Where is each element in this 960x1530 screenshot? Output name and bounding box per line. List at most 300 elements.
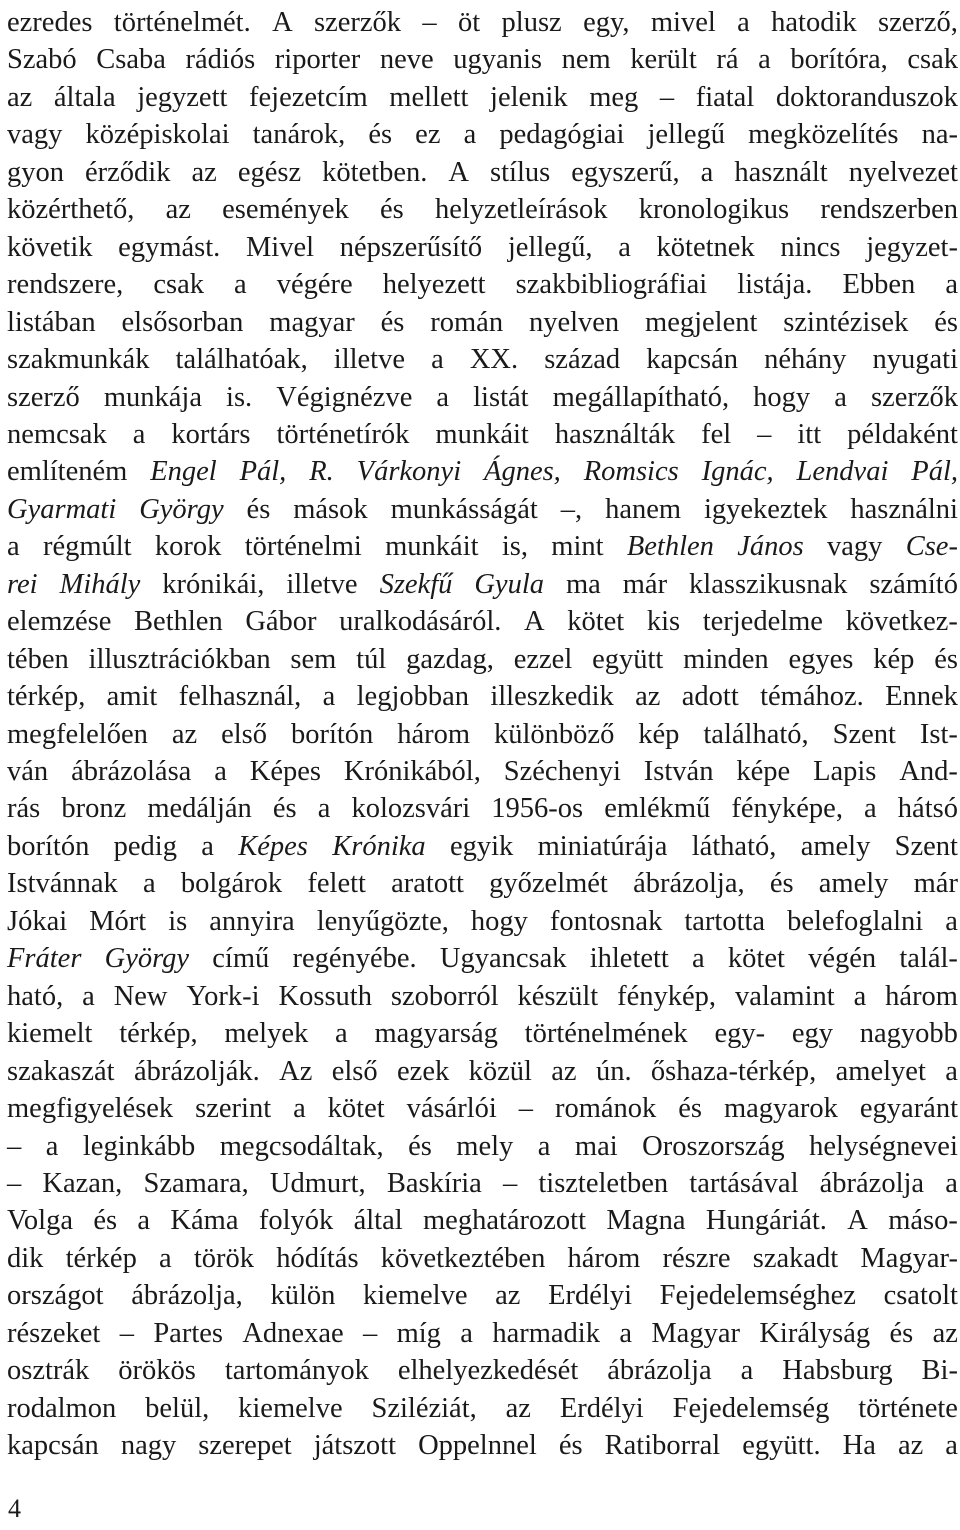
- word: ábrázolja,: [131, 1280, 243, 1311]
- word: a: [436, 382, 450, 413]
- italic-word: Pál,: [911, 456, 958, 487]
- word: a: [45, 1131, 59, 1162]
- word: illetve: [286, 569, 358, 600]
- word: hódítás: [276, 1243, 359, 1274]
- word: meg: [589, 82, 639, 113]
- word: megcsodáltak,: [219, 1131, 384, 1162]
- word: események: [222, 194, 349, 225]
- word: mellett: [389, 82, 469, 113]
- italic-word: Mihály: [59, 569, 141, 600]
- word: ez: [415, 119, 441, 150]
- text-line: [7, 680, 958, 714]
- word: Oppelnnel: [418, 1430, 537, 1461]
- text-line: [7, 643, 958, 677]
- word: munkáit: [435, 419, 529, 450]
- word: valamint: [734, 981, 835, 1012]
- word: Lapis: [813, 756, 877, 787]
- word: néhány: [764, 344, 847, 375]
- word: riporter: [274, 44, 361, 75]
- word: követik: [7, 232, 93, 263]
- word: neve: [379, 44, 434, 75]
- word: a: [293, 1093, 306, 1124]
- word: Partes: [153, 1318, 223, 1349]
- word: a: [335, 1018, 348, 1049]
- word: Krónikából,: [343, 756, 481, 787]
- text-line: [7, 1055, 958, 1089]
- word: megközelítés: [748, 119, 899, 150]
- word: ugyanis: [453, 44, 542, 75]
- word: munkáit: [385, 531, 479, 562]
- word: fel: [701, 419, 732, 450]
- word: a: [692, 943, 705, 974]
- word: hogy: [470, 906, 528, 937]
- text-line: [7, 605, 958, 639]
- word: szerző: [7, 382, 80, 413]
- word: részeket: [7, 1318, 101, 1349]
- word: belefoglalni: [787, 906, 924, 937]
- word: doktoranduszok: [775, 82, 958, 113]
- word: csatolt: [883, 1280, 958, 1311]
- word: az: [495, 1280, 521, 1311]
- word: kiemelt: [7, 1018, 93, 1049]
- italic-word: Ignác,: [701, 456, 774, 487]
- word: és: [678, 1093, 703, 1124]
- word: használt: [734, 157, 828, 188]
- word: ihletett: [589, 943, 669, 974]
- word: Ebben: [842, 269, 916, 300]
- word: három: [397, 719, 471, 750]
- word: közérthető,: [7, 194, 135, 225]
- italic-word: R.: [309, 456, 334, 487]
- italic-word: Pál,: [239, 456, 287, 487]
- word: kortárs: [171, 419, 251, 450]
- word: Magna: [606, 1205, 686, 1236]
- word: a: [945, 1056, 958, 1087]
- word: már: [913, 868, 958, 899]
- word: található,: [703, 719, 809, 750]
- word: –: [502, 1168, 518, 1199]
- word: –: [422, 7, 437, 38]
- word: szakmunkák: [7, 344, 150, 375]
- word: három: [567, 1243, 641, 1274]
- word: borítón: [7, 831, 90, 862]
- word: osztrák: [7, 1355, 90, 1386]
- word: Hungáriát.: [705, 1205, 827, 1236]
- word: fiatal: [695, 82, 755, 113]
- word: együtt: [592, 644, 664, 675]
- word: amelyet: [835, 1056, 926, 1087]
- word: nyugati: [872, 344, 958, 375]
- word: ván: [7, 756, 49, 787]
- word: szerint: [195, 1093, 272, 1124]
- word: kronologikus: [638, 194, 790, 225]
- word: a: [945, 906, 958, 937]
- word: a: [945, 269, 958, 300]
- word: nemcsak: [7, 419, 107, 450]
- word: példaként: [847, 419, 958, 450]
- text-line: [7, 568, 958, 602]
- word: század: [544, 344, 621, 375]
- word: krónikái,: [162, 569, 265, 600]
- word: egy-: [714, 1018, 766, 1049]
- word: az: [551, 1056, 577, 1087]
- word: a: [945, 1168, 958, 1199]
- word: is,: [501, 531, 528, 562]
- word: 1956-os: [491, 793, 584, 824]
- word: Gábor: [245, 606, 317, 637]
- italic-word: Lendvai: [796, 456, 889, 487]
- italic-word: Cse-: [905, 531, 958, 562]
- word: a: [7, 531, 20, 562]
- word: ezzel: [513, 644, 573, 675]
- word: fontosnak: [549, 906, 663, 937]
- word: egyaránt: [859, 1093, 958, 1124]
- word: története: [858, 1393, 958, 1424]
- text-line: [7, 1242, 958, 1276]
- word: Ennek: [885, 681, 958, 712]
- word: tanárok,: [252, 119, 346, 150]
- word: az: [635, 681, 661, 712]
- word: –: [659, 82, 675, 113]
- word: Ratiborral: [604, 1430, 721, 1461]
- word: a: [700, 157, 714, 188]
- word: végére: [276, 269, 353, 300]
- word: a: [463, 119, 477, 150]
- word: amely: [800, 831, 871, 862]
- word: Fejedelemség: [672, 1393, 830, 1424]
- text-line: [7, 867, 958, 901]
- word: vagy: [7, 119, 63, 150]
- text-line: [7, 493, 958, 527]
- italic-word: Ágnes,: [484, 456, 561, 487]
- word: általa: [53, 82, 116, 113]
- word: a: [737, 7, 750, 38]
- word: illeszkedik: [490, 681, 614, 712]
- text-line: [7, 455, 958, 489]
- word: terjedelme: [702, 606, 823, 637]
- word: egymást.: [118, 232, 221, 263]
- word: –,: [560, 494, 583, 525]
- word: Kazan,: [42, 1168, 123, 1199]
- word: az: [505, 1393, 531, 1424]
- italic-word: György: [139, 494, 224, 525]
- word: által: [353, 1205, 403, 1236]
- word: országot: [7, 1280, 104, 1311]
- word: talál-: [899, 943, 958, 974]
- word: –: [7, 1168, 22, 1199]
- italic-word: Fráter: [7, 943, 82, 974]
- word: harmadik: [492, 1318, 600, 1349]
- word: Fejedelemséghez: [659, 1280, 856, 1311]
- word: nincs: [780, 232, 841, 263]
- word: az: [932, 1318, 958, 1349]
- word: dik: [7, 1243, 44, 1274]
- word: csak: [153, 269, 204, 300]
- word: az: [165, 194, 191, 225]
- text-line: [7, 1130, 958, 1164]
- word: török: [193, 1243, 255, 1274]
- word: a: [834, 382, 847, 413]
- word: Erdélyi: [548, 1280, 632, 1311]
- word: fényképe,: [731, 793, 843, 824]
- text-line: [7, 718, 958, 752]
- word: –: [362, 1318, 378, 1349]
- word: történelmi: [244, 531, 362, 562]
- word: a: [322, 681, 336, 712]
- italic-word: János: [737, 531, 804, 562]
- word: mely: [456, 1131, 514, 1162]
- word: az: [897, 1430, 924, 1461]
- word: elhelyezkedését: [397, 1355, 579, 1386]
- word: találhatóak,: [175, 344, 308, 375]
- word: A: [448, 157, 470, 188]
- word: használni: [850, 494, 958, 525]
- word: rendszere,: [7, 269, 124, 300]
- word: uralkodásáról.: [339, 606, 502, 637]
- word: szerzők: [314, 7, 402, 38]
- word: Királyság: [759, 1318, 871, 1349]
- word: egyik: [449, 831, 514, 862]
- word: kiemelve: [363, 1280, 468, 1311]
- word: és: [246, 494, 271, 525]
- word: XX.: [469, 344, 519, 375]
- word: egyes: [788, 644, 854, 675]
- word: borítón: [290, 719, 374, 750]
- word: nagyobb: [859, 1018, 958, 1049]
- italic-word: Szekfű: [379, 569, 453, 600]
- word: a: [740, 1355, 754, 1386]
- word: ábrázolja: [607, 1355, 712, 1386]
- word: Udmurt,: [269, 1168, 366, 1199]
- text-line: [7, 755, 958, 789]
- word: Káma: [170, 1205, 239, 1236]
- text-line: [7, 1392, 958, 1426]
- word: Képes: [249, 756, 322, 787]
- word: térkép,: [119, 1018, 198, 1049]
- word: megállapítható,: [552, 382, 730, 413]
- word: ábrázolja,: [633, 868, 745, 899]
- word: mint: [551, 531, 604, 562]
- word: és: [368, 119, 393, 150]
- word: annyira: [209, 906, 295, 937]
- word: Ugyancsak: [439, 943, 567, 974]
- word: gyon: [7, 157, 64, 188]
- word: egy: [791, 1018, 833, 1049]
- word: elsősorban: [121, 307, 244, 338]
- word: lenyűgözte,: [316, 906, 449, 937]
- word: került: [630, 44, 697, 75]
- word: ma: [565, 569, 601, 600]
- word: a: [143, 868, 156, 899]
- word: ún.: [595, 1056, 632, 1087]
- word: medálján: [147, 793, 252, 824]
- word: végén: [808, 943, 877, 974]
- text-line: [7, 1092, 958, 1126]
- word: York-i: [186, 981, 260, 1012]
- word: A: [272, 7, 293, 38]
- word: melyek: [224, 1018, 309, 1049]
- word: örökös: [118, 1355, 196, 1386]
- text-line: [7, 268, 958, 302]
- page-number: 4: [8, 1494, 21, 1523]
- word: kolozsvári: [351, 793, 471, 824]
- word: szintézisek: [783, 307, 909, 338]
- word: nagy: [120, 1430, 177, 1461]
- word: Erdélyi: [559, 1393, 644, 1424]
- word: használták: [554, 419, 676, 450]
- word: szoborról: [390, 981, 499, 1012]
- word: Sziléziát,: [371, 1393, 477, 1424]
- word: adott: [681, 681, 739, 712]
- word: kötet: [567, 606, 625, 637]
- text-line: [7, 156, 958, 190]
- word: a: [214, 756, 227, 787]
- word: tiszteletben: [538, 1168, 669, 1199]
- text-line: [7, 1317, 958, 1351]
- text-line: [7, 381, 958, 415]
- word: megjelent: [645, 307, 758, 338]
- text-line: [7, 792, 958, 826]
- word: kép: [873, 644, 915, 675]
- word: őshaza-térkép,: [650, 1056, 817, 1087]
- italic-word: Romsics: [583, 456, 679, 487]
- word: munkája: [103, 382, 202, 413]
- word: Magyar-: [860, 1243, 958, 1274]
- text-line: [7, 43, 958, 77]
- text-line: [7, 530, 958, 564]
- text-line: [7, 118, 958, 152]
- word: szakadt: [752, 1243, 839, 1274]
- word: Habsburg: [782, 1355, 893, 1386]
- word: témához.: [760, 681, 864, 712]
- word: –: [757, 419, 772, 450]
- word: a: [619, 1318, 632, 1349]
- word: Magyar: [651, 1318, 740, 1349]
- word: ábrázolása: [71, 756, 192, 787]
- word: hatodik: [771, 7, 857, 38]
- word: a: [234, 269, 247, 300]
- word: első: [331, 1056, 378, 1087]
- italic-word: Engel: [150, 456, 217, 487]
- word: kapcsán: [646, 344, 739, 375]
- word: jellegű: [647, 119, 726, 150]
- word: az: [171, 719, 198, 750]
- word: sem: [290, 644, 337, 675]
- text-line: [7, 6, 958, 40]
- word: túl: [356, 644, 387, 675]
- word: kötet: [327, 1093, 385, 1124]
- word: felhasznál,: [178, 681, 302, 712]
- word: A: [524, 606, 545, 637]
- word: Bethlen: [134, 606, 223, 637]
- word: látható,: [691, 831, 777, 862]
- word: Oroszország: [642, 1131, 785, 1162]
- word: és: [380, 307, 405, 338]
- word: a: [460, 1318, 473, 1349]
- word: stílus: [490, 157, 551, 188]
- word: miniatúrája: [537, 831, 668, 862]
- word: Mivel: [245, 232, 315, 263]
- word: mai: [574, 1131, 618, 1162]
- word: már: [622, 569, 668, 600]
- word: következtében: [380, 1243, 546, 1274]
- text-line: [7, 1279, 958, 1313]
- word: történelmét.: [113, 7, 251, 38]
- word: listában: [7, 307, 96, 338]
- word: kapcsán: [7, 1430, 99, 1461]
- word: a: [82, 981, 95, 1012]
- text-line: [7, 1167, 958, 1201]
- text-line: [7, 942, 958, 976]
- word: pedagógiai: [499, 119, 625, 150]
- word: rodalmon: [7, 1393, 117, 1424]
- italic-word: rei: [7, 569, 38, 600]
- word: belül,: [145, 1393, 210, 1424]
- word: egy,: [583, 7, 630, 38]
- word: szerző,: [878, 7, 958, 38]
- word: jegyzett: [137, 82, 228, 113]
- word: a: [945, 1430, 958, 1461]
- word: pedig: [113, 831, 177, 862]
- word: Szabó: [7, 44, 77, 75]
- word: szakbibliográfiai: [515, 269, 708, 300]
- word: és: [889, 1318, 914, 1349]
- word: jegyzet-: [866, 232, 958, 263]
- italic-word: Várkonyi: [356, 456, 462, 487]
- word: az: [7, 82, 33, 113]
- word: első: [221, 719, 267, 750]
- text-line: [7, 980, 958, 1014]
- word: felett: [307, 868, 366, 899]
- text-line: [7, 81, 958, 115]
- word: helyezett: [382, 269, 486, 300]
- word: öt: [458, 7, 481, 38]
- text-line: [7, 1017, 958, 1051]
- word: Ist-: [919, 719, 958, 750]
- text-line: [7, 1204, 958, 1238]
- word: térkép: [65, 1243, 137, 1274]
- word: munkásságát: [390, 494, 538, 525]
- word: és: [408, 1131, 432, 1162]
- italic-word: György: [104, 943, 190, 974]
- word: mások: [293, 494, 368, 525]
- word: A: [847, 1205, 868, 1236]
- word: következ-: [845, 606, 958, 637]
- word: helyzetleírások: [434, 194, 608, 225]
- word: jelenik: [490, 82, 568, 113]
- word: különböző: [494, 719, 615, 750]
- word: kötetben.: [322, 157, 428, 188]
- word: hanem: [605, 494, 682, 525]
- word: a: [853, 981, 867, 1012]
- word: tartotta: [684, 906, 766, 937]
- word: Szent: [832, 719, 896, 750]
- word: magyarok: [723, 1093, 838, 1124]
- word: igyekeztek: [703, 494, 828, 525]
- word: vásárlói: [406, 1093, 497, 1124]
- word: tében: [7, 644, 69, 675]
- word: román: [430, 307, 504, 338]
- word: rás: [7, 793, 41, 824]
- word: történelmének: [524, 1018, 688, 1049]
- text-line: [7, 306, 958, 340]
- word: Végignézve: [276, 382, 413, 413]
- text-line: [7, 343, 958, 377]
- word: tartományok: [224, 1355, 369, 1386]
- word: érződik: [85, 157, 171, 188]
- word: szakaszát: [7, 1056, 115, 1087]
- word: egyszerű,: [571, 157, 680, 188]
